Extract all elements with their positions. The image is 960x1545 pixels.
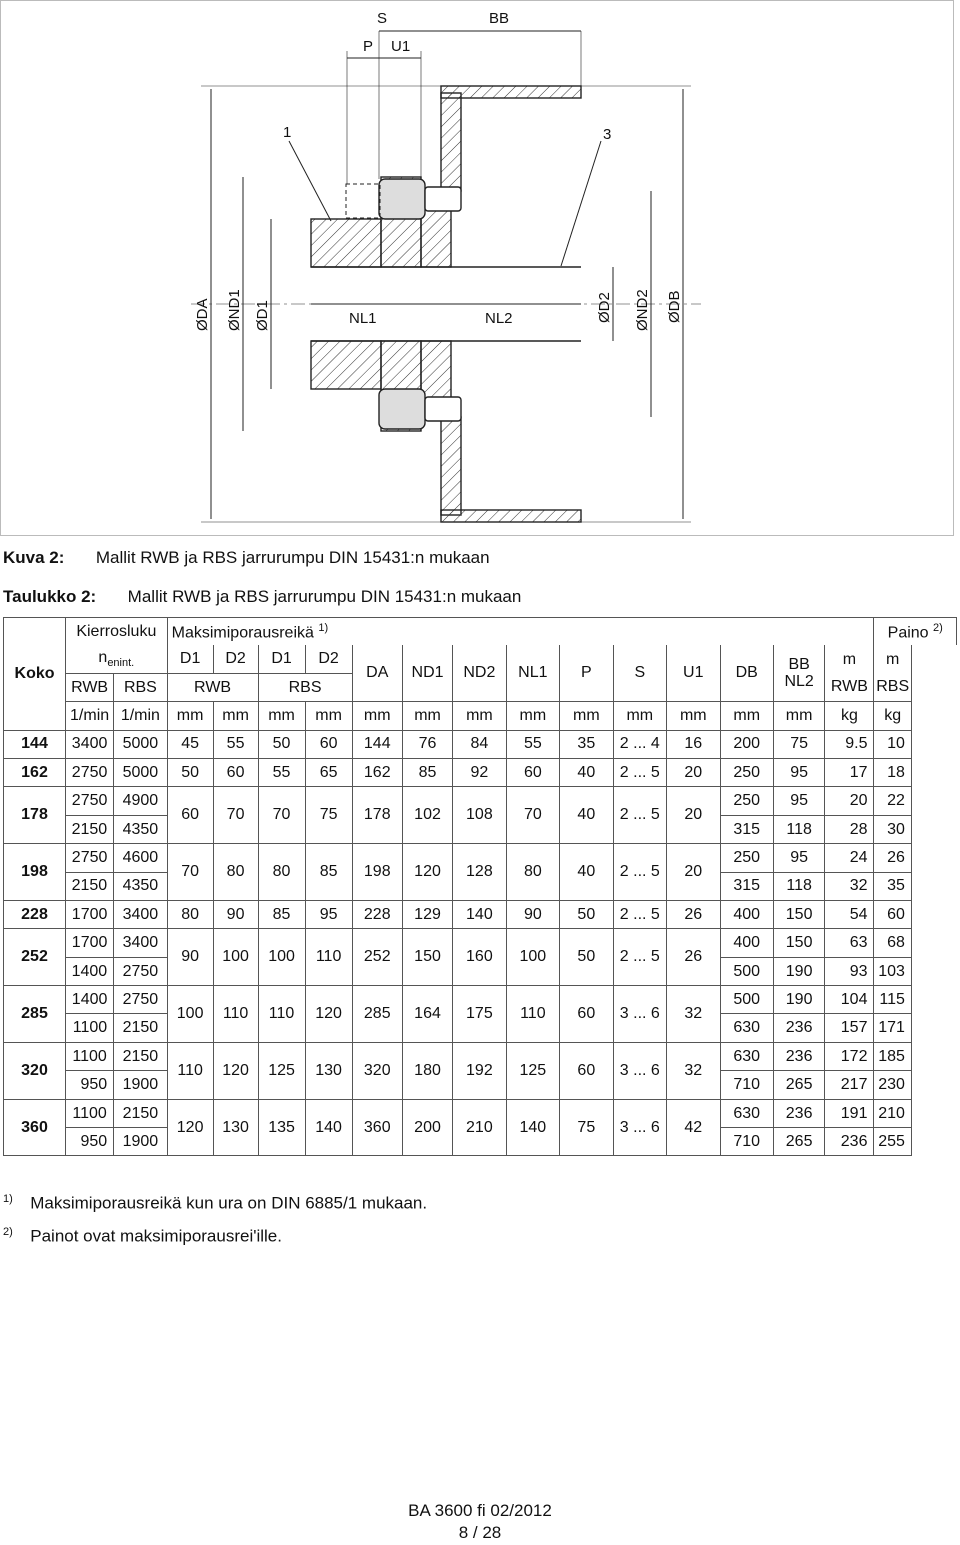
bore-cell: 120 bbox=[305, 986, 352, 1043]
bb-nl2-cell: 236 bbox=[773, 1099, 824, 1127]
header-row-2 bbox=[4, 645, 957, 673]
h-rwb: RWB bbox=[66, 673, 114, 701]
footnote-1-mark: 1) bbox=[3, 1193, 13, 1205]
bore-cell: 80 bbox=[167, 900, 213, 928]
bore-cell: 85 bbox=[258, 900, 305, 928]
dim-cell: 32 bbox=[667, 1042, 720, 1099]
db-cell: 500 bbox=[720, 957, 773, 985]
dim-cell: 110 bbox=[506, 986, 559, 1043]
weight-rwb-cell: 9.5 bbox=[825, 730, 874, 758]
bore-cell: 50 bbox=[167, 758, 213, 786]
h-nd2: ND2 bbox=[453, 645, 506, 701]
h-rbs-w: RBS bbox=[874, 673, 911, 701]
table-row bbox=[4, 730, 957, 758]
dim-cell: 2 ... 5 bbox=[613, 758, 666, 786]
dim-cell: 90 bbox=[506, 900, 559, 928]
label-bb: BB bbox=[489, 10, 510, 27]
n-rbs-cell: 2150 bbox=[114, 1042, 167, 1070]
weight-rwb-cell: 172 bbox=[825, 1042, 874, 1070]
unit-mm: mm bbox=[352, 702, 402, 730]
weight-rwb-cell: 20 bbox=[825, 787, 874, 815]
n-rwb-cell: 2150 bbox=[66, 872, 114, 900]
bore-cell: 135 bbox=[258, 1099, 305, 1156]
footnote-1-text: Maksimiporausreikä kun ura on DIN 6885/1 mukaan. bbox=[30, 1193, 428, 1213]
footnote-2 bbox=[3, 1226, 282, 1247]
h-nd1: ND1 bbox=[402, 645, 452, 701]
bb-nl2-cell: 118 bbox=[773, 872, 824, 900]
unit-mm: mm bbox=[560, 702, 613, 730]
bore-cell: 100 bbox=[258, 929, 305, 986]
koko-cell: 320 bbox=[4, 1042, 66, 1099]
dim-cell: 128 bbox=[453, 844, 506, 901]
n-rbs-cell: 4350 bbox=[114, 815, 167, 843]
dim-cell: 50 bbox=[560, 900, 613, 928]
n-rwb-cell: 1100 bbox=[66, 1099, 114, 1127]
unit-mm: mm bbox=[402, 702, 452, 730]
weight-rbs-cell: 171 bbox=[874, 1014, 911, 1042]
n-rbs-cell: 4600 bbox=[114, 844, 167, 872]
bore-cell: 120 bbox=[213, 1042, 258, 1099]
koko-cell: 198 bbox=[4, 844, 66, 901]
footnote-2-mark: 2) bbox=[3, 1226, 13, 1238]
n-rbs-cell: 2750 bbox=[114, 986, 167, 1014]
footer-page-number: 8 / 28 bbox=[458, 1523, 502, 1542]
h-d2b: D2 bbox=[305, 645, 352, 673]
label-db: ØDB bbox=[666, 290, 683, 323]
db-cell: 630 bbox=[720, 1014, 773, 1042]
h-m1: m bbox=[825, 645, 874, 673]
dim-cell: 200 bbox=[402, 1099, 452, 1156]
n-rbs-cell: 1900 bbox=[114, 1128, 167, 1156]
dim-cell: 80 bbox=[506, 844, 559, 901]
dim-cell: 162 bbox=[352, 758, 402, 786]
dim-cell: 92 bbox=[453, 758, 506, 786]
bore-cell: 50 bbox=[258, 730, 305, 758]
weight-rwb-cell: 54 bbox=[825, 900, 874, 928]
figure-caption bbox=[3, 548, 490, 568]
weight-rbs-cell: 35 bbox=[874, 872, 911, 900]
table-caption bbox=[3, 587, 521, 607]
weight-rbs-cell: 30 bbox=[874, 815, 911, 843]
dim-cell: 108 bbox=[453, 787, 506, 844]
maksimi-header: Maksimiporausreikä $^{1)}$ bbox=[167, 618, 352, 646]
bore-cell: 65 bbox=[305, 758, 352, 786]
weight-rwb-cell: 157 bbox=[825, 1014, 874, 1042]
dim-cell: 40 bbox=[560, 758, 613, 786]
bore-cell: 70 bbox=[167, 844, 213, 901]
dim-cell: 320 bbox=[352, 1042, 402, 1099]
dim-cell: 84 bbox=[453, 730, 506, 758]
koko-cell: 285 bbox=[4, 986, 66, 1043]
table-caption-text: Mallit RWB ja RBS jarrurumpu DIN 15431:n mukaan bbox=[127, 587, 522, 606]
dim-cell: 102 bbox=[402, 787, 452, 844]
bb-nl2-cell: 95 bbox=[773, 758, 824, 786]
weight-rbs-cell: 26 bbox=[874, 844, 911, 872]
bb-nl2-cell: 118 bbox=[773, 815, 824, 843]
weight-rwb-cell: 217 bbox=[825, 1071, 874, 1099]
n-enint-header: $n_{enint.}$ bbox=[66, 645, 168, 673]
figure-caption-label: Kuva 2: bbox=[3, 548, 65, 567]
db-cell: 250 bbox=[720, 787, 773, 815]
dim-cell: 20 bbox=[667, 844, 720, 901]
db-cell: 630 bbox=[720, 1099, 773, 1127]
dim-cell: 75 bbox=[560, 1099, 613, 1156]
dim-cell: 198 bbox=[352, 844, 402, 901]
dim-cell: 125 bbox=[506, 1042, 559, 1099]
weight-rwb-cell: 24 bbox=[825, 844, 874, 872]
label-d1: ØD1 bbox=[254, 300, 271, 331]
dim-cell: 55 bbox=[506, 730, 559, 758]
koko-cell: 162 bbox=[4, 758, 66, 786]
unit-mm: mm bbox=[305, 702, 352, 730]
unit-mm: mm bbox=[167, 702, 213, 730]
dim-cell: 70 bbox=[506, 787, 559, 844]
n-rwb-cell: 1700 bbox=[66, 929, 114, 957]
paino-header: Paino $^{2)}$ bbox=[874, 618, 957, 646]
db-cell: 500 bbox=[720, 986, 773, 1014]
db-cell: 250 bbox=[720, 844, 773, 872]
table-row bbox=[4, 900, 957, 928]
dim-cell: 2 ... 5 bbox=[613, 900, 666, 928]
footer-doc-id: BA 3600 fi 02/2012 bbox=[408, 1501, 552, 1520]
db-cell: 250 bbox=[720, 758, 773, 786]
bore-cell: 110 bbox=[305, 929, 352, 986]
db-cell: 710 bbox=[720, 1128, 773, 1156]
unit-kg-2: kg bbox=[874, 702, 911, 730]
brake-drum-spec-table bbox=[3, 617, 957, 1156]
koko-header: Koko bbox=[4, 618, 66, 731]
weight-rbs-cell: 18 bbox=[874, 758, 911, 786]
n-rbs-cell: 4350 bbox=[114, 872, 167, 900]
bore-cell: 60 bbox=[305, 730, 352, 758]
bb-nl2-cell: 190 bbox=[773, 957, 824, 985]
label-p: P bbox=[363, 38, 374, 55]
h-da: DA bbox=[352, 645, 402, 701]
unit-mm: mm bbox=[506, 702, 559, 730]
table-row bbox=[4, 758, 957, 786]
weight-rwb-cell: 17 bbox=[825, 758, 874, 786]
bore-cell: 60 bbox=[213, 758, 258, 786]
dim-cell: 100 bbox=[506, 929, 559, 986]
n-rbs-cell: 2150 bbox=[114, 1099, 167, 1127]
h-bb-nl2: BB NL2 bbox=[773, 645, 824, 701]
dim-cell: 160 bbox=[453, 929, 506, 986]
bore-cell: 130 bbox=[305, 1042, 352, 1099]
n-rbs-cell: 3400 bbox=[114, 929, 167, 957]
table-row bbox=[4, 787, 957, 815]
h-d1b: D1 bbox=[258, 645, 305, 673]
db-cell: 200 bbox=[720, 730, 773, 758]
dim-cell: 2 ... 5 bbox=[613, 929, 666, 986]
h-rwb-w: RWB bbox=[825, 673, 874, 701]
n-rbs-cell: 5000 bbox=[114, 758, 167, 786]
h-nl1: NL1 bbox=[506, 645, 559, 701]
n-rbs-cell: 5000 bbox=[114, 730, 167, 758]
h-d2: D2 bbox=[213, 645, 258, 673]
weight-rbs-cell: 60 bbox=[874, 900, 911, 928]
bore-cell: 80 bbox=[258, 844, 305, 901]
koko-cell: 360 bbox=[4, 1099, 66, 1156]
table-row bbox=[4, 929, 957, 957]
h-d1: D1 bbox=[167, 645, 213, 673]
weight-rbs-cell: 230 bbox=[874, 1071, 911, 1099]
label-u1: U1 bbox=[391, 38, 411, 55]
dim-cell: 2 ... 5 bbox=[613, 787, 666, 844]
weight-rwb-cell: 28 bbox=[825, 815, 874, 843]
bore-cell: 70 bbox=[258, 787, 305, 844]
label-s: S bbox=[377, 10, 388, 27]
bore-cell: 55 bbox=[213, 730, 258, 758]
n-rwb-cell: 1400 bbox=[66, 957, 114, 985]
bore-cell: 125 bbox=[258, 1042, 305, 1099]
bore-cell: 85 bbox=[305, 844, 352, 901]
bore-cell: 45 bbox=[167, 730, 213, 758]
bore-cell: 110 bbox=[167, 1042, 213, 1099]
bb-nl2-cell: 190 bbox=[773, 986, 824, 1014]
weight-rbs-cell: 115 bbox=[874, 986, 911, 1014]
dim-cell: 42 bbox=[667, 1099, 720, 1156]
n-rwb-cell: 1100 bbox=[66, 1042, 114, 1070]
db-cell: 315 bbox=[720, 872, 773, 900]
n-rwb-cell: 2750 bbox=[66, 758, 114, 786]
table-row bbox=[4, 1099, 957, 1127]
h-rbs-bore: RBS bbox=[258, 673, 352, 701]
n-rwb-cell: 1700 bbox=[66, 900, 114, 928]
dim-cell: 140 bbox=[453, 900, 506, 928]
bore-cell: 110 bbox=[258, 986, 305, 1043]
dim-cell: 2 ... 4 bbox=[613, 730, 666, 758]
n-rwb-cell: 3400 bbox=[66, 730, 114, 758]
weight-rbs-cell: 10 bbox=[874, 730, 911, 758]
table-caption-label: Taulukko 2: bbox=[3, 587, 97, 606]
dim-cell: 50 bbox=[560, 929, 613, 986]
n-rwb-cell: 950 bbox=[66, 1071, 114, 1099]
n-rwb-cell: 2750 bbox=[66, 787, 114, 815]
db-cell: 315 bbox=[720, 815, 773, 843]
dim-cell: 252 bbox=[352, 929, 402, 986]
dim-cell: 175 bbox=[453, 986, 506, 1043]
dim-cell: 178 bbox=[352, 787, 402, 844]
n-rwb-cell: 2150 bbox=[66, 815, 114, 843]
header-units-row bbox=[4, 702, 957, 730]
bb-nl2-cell: 265 bbox=[773, 1128, 824, 1156]
h-rbs: RBS bbox=[114, 673, 167, 701]
h-rwb-bore: RWB bbox=[167, 673, 258, 701]
bb-nl2-cell: 150 bbox=[773, 900, 824, 928]
h-u1: U1 bbox=[667, 645, 720, 701]
weight-rbs-cell: 210 bbox=[874, 1099, 911, 1127]
unit-mm: mm bbox=[453, 702, 506, 730]
dim-cell: 150 bbox=[402, 929, 452, 986]
db-cell: 710 bbox=[720, 1071, 773, 1099]
dim-cell: 60 bbox=[506, 758, 559, 786]
table-row bbox=[4, 986, 957, 1014]
dim-cell: 3 ... 6 bbox=[613, 1099, 666, 1156]
footnote-1 bbox=[3, 1193, 427, 1214]
label-da: ØDA bbox=[194, 298, 211, 331]
bore-cell: 100 bbox=[167, 986, 213, 1043]
dim-cell: 26 bbox=[667, 929, 720, 986]
h-m2: m bbox=[874, 645, 911, 673]
kierrosluku-header: Kierrosluku bbox=[66, 618, 168, 646]
bb-nl2-cell: 95 bbox=[773, 844, 824, 872]
label-nl2: NL2 bbox=[485, 310, 513, 327]
bore-cell: 120 bbox=[167, 1099, 213, 1156]
bore-cell: 70 bbox=[213, 787, 258, 844]
weight-rbs-cell: 103 bbox=[874, 957, 911, 985]
unit-kg-1: kg bbox=[825, 702, 874, 730]
dim-cell: 76 bbox=[402, 730, 452, 758]
dim-cell: 210 bbox=[453, 1099, 506, 1156]
bb-nl2-cell: 75 bbox=[773, 730, 824, 758]
n-rbs-cell: 2150 bbox=[114, 1014, 167, 1042]
n-rwb-cell: 1100 bbox=[66, 1014, 114, 1042]
label-part-1: 1 bbox=[283, 124, 292, 141]
bore-cell: 140 bbox=[305, 1099, 352, 1156]
koko-cell: 228 bbox=[4, 900, 66, 928]
dim-cell: 20 bbox=[667, 758, 720, 786]
header-row-1 bbox=[4, 618, 957, 646]
n-rbs-cell: 4900 bbox=[114, 787, 167, 815]
bb-nl2-cell: 95 bbox=[773, 787, 824, 815]
n-rwb-cell: 950 bbox=[66, 1128, 114, 1156]
footnote-2-text: Painot ovat maksimiporausrei'ille. bbox=[30, 1226, 282, 1246]
koko-cell: 252 bbox=[4, 929, 66, 986]
weight-rwb-cell: 191 bbox=[825, 1099, 874, 1127]
unit-mm: mm bbox=[613, 702, 666, 730]
unit-mm: mm bbox=[667, 702, 720, 730]
unit-mm: mm bbox=[258, 702, 305, 730]
bore-cell: 95 bbox=[305, 900, 352, 928]
header-spacer bbox=[352, 618, 874, 646]
dim-cell: 192 bbox=[453, 1042, 506, 1099]
label-part-3: 3 bbox=[603, 126, 612, 143]
bb-nl2-cell: 265 bbox=[773, 1071, 824, 1099]
h-db: DB bbox=[720, 645, 773, 701]
dim-cell: 144 bbox=[352, 730, 402, 758]
unit-mm: mm bbox=[773, 702, 824, 730]
dim-cell: 26 bbox=[667, 900, 720, 928]
dim-cell: 85 bbox=[402, 758, 452, 786]
dim-cell: 360 bbox=[352, 1099, 402, 1156]
db-cell: 400 bbox=[720, 929, 773, 957]
bore-cell: 55 bbox=[258, 758, 305, 786]
bb-nl2-cell: 236 bbox=[773, 1042, 824, 1070]
unit-mm: mm bbox=[720, 702, 773, 730]
dim-cell: 285 bbox=[352, 986, 402, 1043]
n-rbs-cell: 1900 bbox=[114, 1071, 167, 1099]
figure-caption-text: Mallit RWB ja RBS jarrurumpu DIN 15431:n mukaan bbox=[95, 548, 490, 567]
weight-rwb-cell: 93 bbox=[825, 957, 874, 985]
n-rwb-cell: 2750 bbox=[66, 844, 114, 872]
weight-rbs-cell: 22 bbox=[874, 787, 911, 815]
bb-nl2-cell: 150 bbox=[773, 929, 824, 957]
dim-cell: 3 ... 6 bbox=[613, 986, 666, 1043]
n-rbs-cell: 3400 bbox=[114, 900, 167, 928]
dim-cell: 20 bbox=[667, 787, 720, 844]
weight-rwb-cell: 104 bbox=[825, 986, 874, 1014]
bb-nl2-cell: 236 bbox=[773, 1014, 824, 1042]
h-s: S bbox=[613, 645, 666, 701]
weight-rwb-cell: 63 bbox=[825, 929, 874, 957]
bore-cell: 110 bbox=[213, 986, 258, 1043]
weight-rbs-cell: 255 bbox=[874, 1128, 911, 1156]
dim-cell: 16 bbox=[667, 730, 720, 758]
db-cell: 630 bbox=[720, 1042, 773, 1070]
dim-cell: 60 bbox=[560, 986, 613, 1043]
dim-cell: 60 bbox=[560, 1042, 613, 1099]
dim-cell: 3 ... 6 bbox=[613, 1042, 666, 1099]
bore-cell: 130 bbox=[213, 1099, 258, 1156]
unit-mm: mm bbox=[213, 702, 258, 730]
dim-cell: 40 bbox=[560, 844, 613, 901]
dim-cell: 120 bbox=[402, 844, 452, 901]
n-rbs-cell: 2750 bbox=[114, 957, 167, 985]
label-d2: ØD2 bbox=[596, 292, 613, 323]
table-row bbox=[4, 844, 957, 872]
dim-cell: 40 bbox=[560, 787, 613, 844]
db-cell: 400 bbox=[720, 900, 773, 928]
table-row bbox=[4, 1042, 957, 1070]
unit-min-1: 1/min bbox=[66, 702, 114, 730]
weight-rwb-cell: 32 bbox=[825, 872, 874, 900]
dim-cell: 180 bbox=[402, 1042, 452, 1099]
bore-cell: 100 bbox=[213, 929, 258, 986]
brake-drum-section-drawing bbox=[1, 1, 955, 537]
dim-cell: 32 bbox=[667, 986, 720, 1043]
h-p: P bbox=[560, 645, 613, 701]
dim-cell: 228 bbox=[352, 900, 402, 928]
weight-rbs-cell: 68 bbox=[874, 929, 911, 957]
label-nd2: ØND2 bbox=[634, 289, 651, 331]
dim-cell: 35 bbox=[560, 730, 613, 758]
unit-min-2: 1/min bbox=[114, 702, 167, 730]
label-nl1: NL1 bbox=[349, 310, 377, 327]
dim-cell: 129 bbox=[402, 900, 452, 928]
bore-cell: 75 bbox=[305, 787, 352, 844]
dim-cell: 164 bbox=[402, 986, 452, 1043]
bore-cell: 90 bbox=[213, 900, 258, 928]
koko-cell: 144 bbox=[4, 730, 66, 758]
dim-cell: 2 ... 5 bbox=[613, 844, 666, 901]
weight-rbs-cell: 185 bbox=[874, 1042, 911, 1070]
bore-cell: 90 bbox=[167, 929, 213, 986]
weight-rwb-cell: 236 bbox=[825, 1128, 874, 1156]
dim-cell: 140 bbox=[506, 1099, 559, 1156]
technical-drawing bbox=[0, 0, 954, 536]
koko-cell: 178 bbox=[4, 787, 66, 844]
label-nd1: ØND1 bbox=[226, 289, 243, 331]
bore-cell: 80 bbox=[213, 844, 258, 901]
n-rwb-cell: 1400 bbox=[66, 986, 114, 1014]
bore-cell: 60 bbox=[167, 787, 213, 844]
